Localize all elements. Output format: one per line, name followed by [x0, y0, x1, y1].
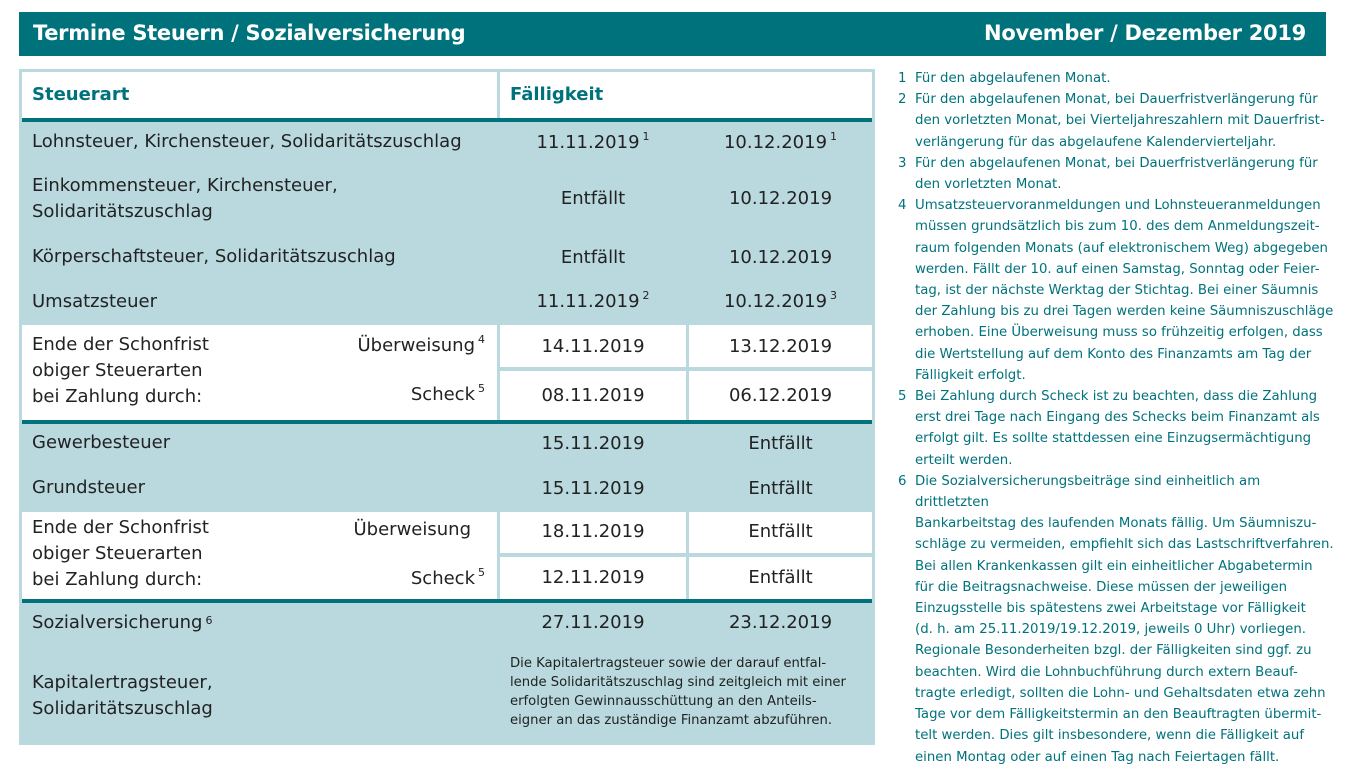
cheque-nov	[500, 371, 686, 420]
due-nov	[500, 237, 686, 278]
table-row-label	[22, 648, 497, 745]
footnote-ref: 5	[478, 382, 485, 395]
page-title: Termine Steuern / Sozialversicherung	[33, 21, 466, 45]
row-label-line: Kapitalertragsteuer,	[32, 672, 213, 693]
table-row-label	[22, 122, 497, 162]
note-line: erfolgten Gewinnausschüttung an den Anteils-	[510, 694, 817, 709]
column-header-due	[500, 72, 872, 118]
footnote-1	[898, 68, 1338, 89]
date-value: 06.12.2019	[728, 385, 833, 406]
footnote-line: raum folgenden Monats (auf elektronischem Weg) abgegeben	[915, 240, 1328, 256]
footnote-line: erhoben. Eine Überweisung muss so frühzeitig erfolgen, dass	[915, 325, 1323, 341]
footnote-line: werden. Fällt der 10. auf einen Samstag, Sonntag oder Feier-	[915, 261, 1320, 277]
row-label-line: Solidaritätszuschlag	[32, 201, 213, 222]
footnote-line: der Zahlung bis zu drei Tagen werden keine Säumniszuschläge	[915, 304, 1334, 320]
footnote-line: erteilt werden.	[915, 452, 1013, 468]
footnote-line: Regionale Besonderheiten bzgl. der Fälligkeiten sind ggf. zu	[915, 643, 1312, 659]
date-value: 12.11.2019	[541, 567, 645, 588]
grace-line: obiger Steuerarten	[32, 543, 203, 564]
date-value: Entfällt	[748, 521, 813, 542]
row-label-line: Solidaritätszuschlag	[32, 698, 213, 719]
cheque-dec	[689, 371, 872, 420]
grace-line: obiger Steuerarten	[32, 360, 203, 381]
table-row-label	[22, 237, 497, 278]
transfer-label: Überweisung	[357, 335, 475, 356]
grace-period-label	[22, 325, 497, 420]
transfer-dec	[689, 512, 872, 553]
footnote-line: einen Montag oder auf einen Tag nach Feiertagen fällt.	[915, 749, 1280, 765]
footnote-line: Einzugsstelle bis spätestens zwei Arbeitstage vor Fälligkeit	[915, 601, 1306, 617]
due-nov	[500, 424, 686, 464]
footnote-line: Tage vor dem Fälligkeitstermin an den Beauftragten übermit-	[915, 707, 1322, 723]
footnote-number: 2	[898, 92, 907, 108]
footnote-line: Fälligkeit erfolgt.	[915, 367, 1026, 383]
footnote-5	[898, 386, 1338, 471]
date-value: 23.12.2019	[728, 612, 833, 633]
due-dec	[689, 237, 872, 278]
footnote-number: 3	[898, 155, 907, 171]
period-title: November / Dezember 2019	[984, 21, 1306, 45]
footnote-line: erfolgt gilt. Es sollte stattdessen eine Einzugsermächtigung	[915, 431, 1312, 447]
table-row-label	[22, 603, 497, 644]
cheque-dec	[689, 557, 872, 600]
footnote-ref: 1	[830, 130, 838, 143]
due-dec	[689, 424, 872, 464]
footnote-ref: 4	[478, 333, 485, 346]
transfer-label: Überweisung	[353, 519, 471, 540]
cheque-label: Scheck	[410, 568, 475, 589]
row-label-text: Lohnsteuer, Kirchensteuer, Solidaritätszuschlag	[32, 131, 462, 152]
date-value: 15.11.2019	[541, 478, 645, 499]
table-row-label	[22, 468, 497, 509]
cheque-label: Scheck	[410, 384, 475, 405]
due-nov	[500, 468, 686, 509]
footnote-line: verlängerung für das abgelaufene Kalendervierteljahr.	[915, 134, 1277, 150]
footnote-number: 6	[898, 473, 907, 489]
grace-line: Ende der Schonfrist	[32, 334, 209, 355]
footnote-number: 4	[898, 198, 907, 214]
row-label-text: Gewerbesteuer	[32, 432, 171, 453]
footnote-line: die Wertstellung auf dem Konto des Finanzamts am Tag der	[915, 346, 1312, 362]
footnote-line: Umsatzsteuervoranmeldungen und Lohnsteueranmeldungen	[915, 198, 1321, 214]
footnote-ref: 3	[830, 289, 838, 302]
footnote-line: Die Sozialversicherungsbeiträge sind einheitlich am drittletzten	[915, 473, 1261, 511]
due-nov	[500, 603, 686, 644]
column-header-due-label: Fälligkeit	[510, 84, 604, 105]
due-nov	[500, 166, 686, 232]
row-label-text: Umsatzsteuer	[32, 291, 158, 312]
grace-line: bei Zahlung durch:	[32, 386, 203, 407]
column-header-tax-type-label: Steuerart	[32, 84, 130, 105]
note-line: eigner an das zuständige Finanzamt abzuführen.	[510, 713, 833, 728]
grace-line: bei Zahlung durch:	[32, 569, 203, 590]
footnote-2	[898, 89, 1338, 153]
grace-period-label	[22, 512, 497, 600]
footnote-line: erst drei Tage nach Eingang des Schecks beim Finanzamt als	[915, 410, 1320, 426]
due-nov	[500, 282, 686, 322]
date-value: 10.12.2019	[723, 291, 828, 312]
transfer-nov	[500, 512, 686, 553]
row-label-text: Sozialversicherung	[32, 612, 203, 633]
date-value: 10.12.2019	[723, 132, 828, 153]
footnote-line: tag, ist der nächste Werktag der Stichtag. Bei einer Säumnis	[915, 283, 1319, 299]
note-line: Die Kapitalertragsteuer sowie der darauf entfal-	[510, 656, 827, 671]
grace-line: Ende der Schonfrist	[32, 517, 209, 538]
title-bar	[19, 12, 1326, 56]
due-dec	[689, 282, 872, 322]
footnote-line: den vorletzten Monat.	[915, 177, 1062, 193]
date-value: Entfällt	[748, 567, 813, 588]
footnote-4	[898, 195, 1338, 386]
table-row-label	[22, 166, 497, 232]
footnote-line: für die Beitragsnachweise. Diese müssen der jeweiligen	[915, 579, 1288, 595]
capital-gains-note	[500, 648, 872, 745]
footnote-number: 1	[898, 71, 907, 86]
date-value: 18.11.2019	[541, 521, 645, 542]
date-value: Entfällt	[748, 433, 813, 454]
column-header-tax-type	[22, 72, 497, 118]
transfer-dec	[689, 325, 872, 367]
date-value: 10.12.2019	[728, 247, 833, 268]
footnote-6	[898, 471, 1338, 768]
footnote-line: Für den abgelaufenen Monat.	[915, 71, 1111, 86]
footnote-line: den vorletzten Monat, bei Vierteljahreszahlern mit Dauerfrist-	[915, 113, 1325, 129]
footnote-line: Bankarbeitstag des laufenden Monats fällig. Um Säumniszu-	[915, 516, 1317, 532]
date-value: 08.11.2019	[541, 385, 645, 406]
row-label-line: Einkommensteuer, Kirchensteuer,	[32, 175, 338, 196]
date-value: 11.11.2019	[536, 132, 640, 153]
footnote-ref: 1	[642, 130, 650, 143]
date-value: 11.11.2019	[536, 291, 640, 312]
due-dec	[689, 122, 872, 162]
footnote-line: Bei Zahlung durch Scheck ist zu beachten, dass die Zahlung	[915, 389, 1318, 405]
cheque-nov	[500, 557, 686, 600]
due-nov	[500, 122, 686, 162]
footnotes	[898, 68, 1338, 768]
footnote-line: Für den abgelaufenen Monat, bei Dauerfristverlängerung für	[915, 155, 1318, 171]
date-value: 14.11.2019	[541, 336, 645, 357]
date-value: Entfällt	[560, 188, 626, 209]
footnote-line: telt werden. Dies gilt insbesondere, wenn die Fälligkeit auf	[915, 728, 1305, 744]
row-label-text: Grundsteuer	[32, 477, 145, 498]
due-dec	[689, 166, 872, 232]
date-value: 10.12.2019	[728, 188, 833, 209]
tax-deadlines-table	[19, 69, 875, 745]
footnote-ref: 5	[478, 566, 485, 579]
footnote-line: (d. h. am 25.11.2019/19.12.2019, jeweils 0 Uhr) vorliegen.	[915, 622, 1307, 638]
date-value: Entfällt	[560, 247, 626, 268]
row-label-text: Körperschaftsteuer, Solidaritätszuschlag	[32, 246, 396, 267]
note-line: lende Solidaritätszuschlag sind zeitgleich mit einer	[510, 675, 846, 690]
table-row-label	[22, 424, 497, 464]
footnote-3	[898, 153, 1338, 195]
due-dec	[689, 468, 872, 509]
footnote-line: Bei allen Krankenkassen gilt ein einheitlicher Abgabetermin	[915, 558, 1313, 574]
footnote-line: Für den abgelaufenen Monat, bei Dauerfristverlängerung für	[915, 92, 1318, 108]
transfer-nov	[500, 325, 686, 367]
footnote-line: tragte erledigt, sollten die Lohn- und Gehaltsdaten etwa zehn	[915, 685, 1326, 701]
date-value: 13.12.2019	[728, 336, 833, 357]
footnote-line: schläge zu vermeiden, empfiehlt sich das Lastschriftverfahren.	[915, 537, 1334, 553]
date-value: 15.11.2019	[541, 433, 645, 454]
table-row-label	[22, 282, 497, 322]
date-value: Entfällt	[748, 478, 813, 499]
footnote-line: müssen grundsätzlich bis zum 10. des dem Anmeldungszeit-	[915, 219, 1320, 235]
footnote-ref: 2	[642, 289, 650, 302]
footnote-number: 5	[898, 389, 907, 405]
footnote-line: beachten. Wird die Lohnbuchführung durch extern Beauf-	[915, 664, 1298, 680]
date-value: 27.11.2019	[541, 612, 645, 633]
footnote-ref: 6	[205, 614, 213, 627]
due-dec	[689, 603, 872, 644]
